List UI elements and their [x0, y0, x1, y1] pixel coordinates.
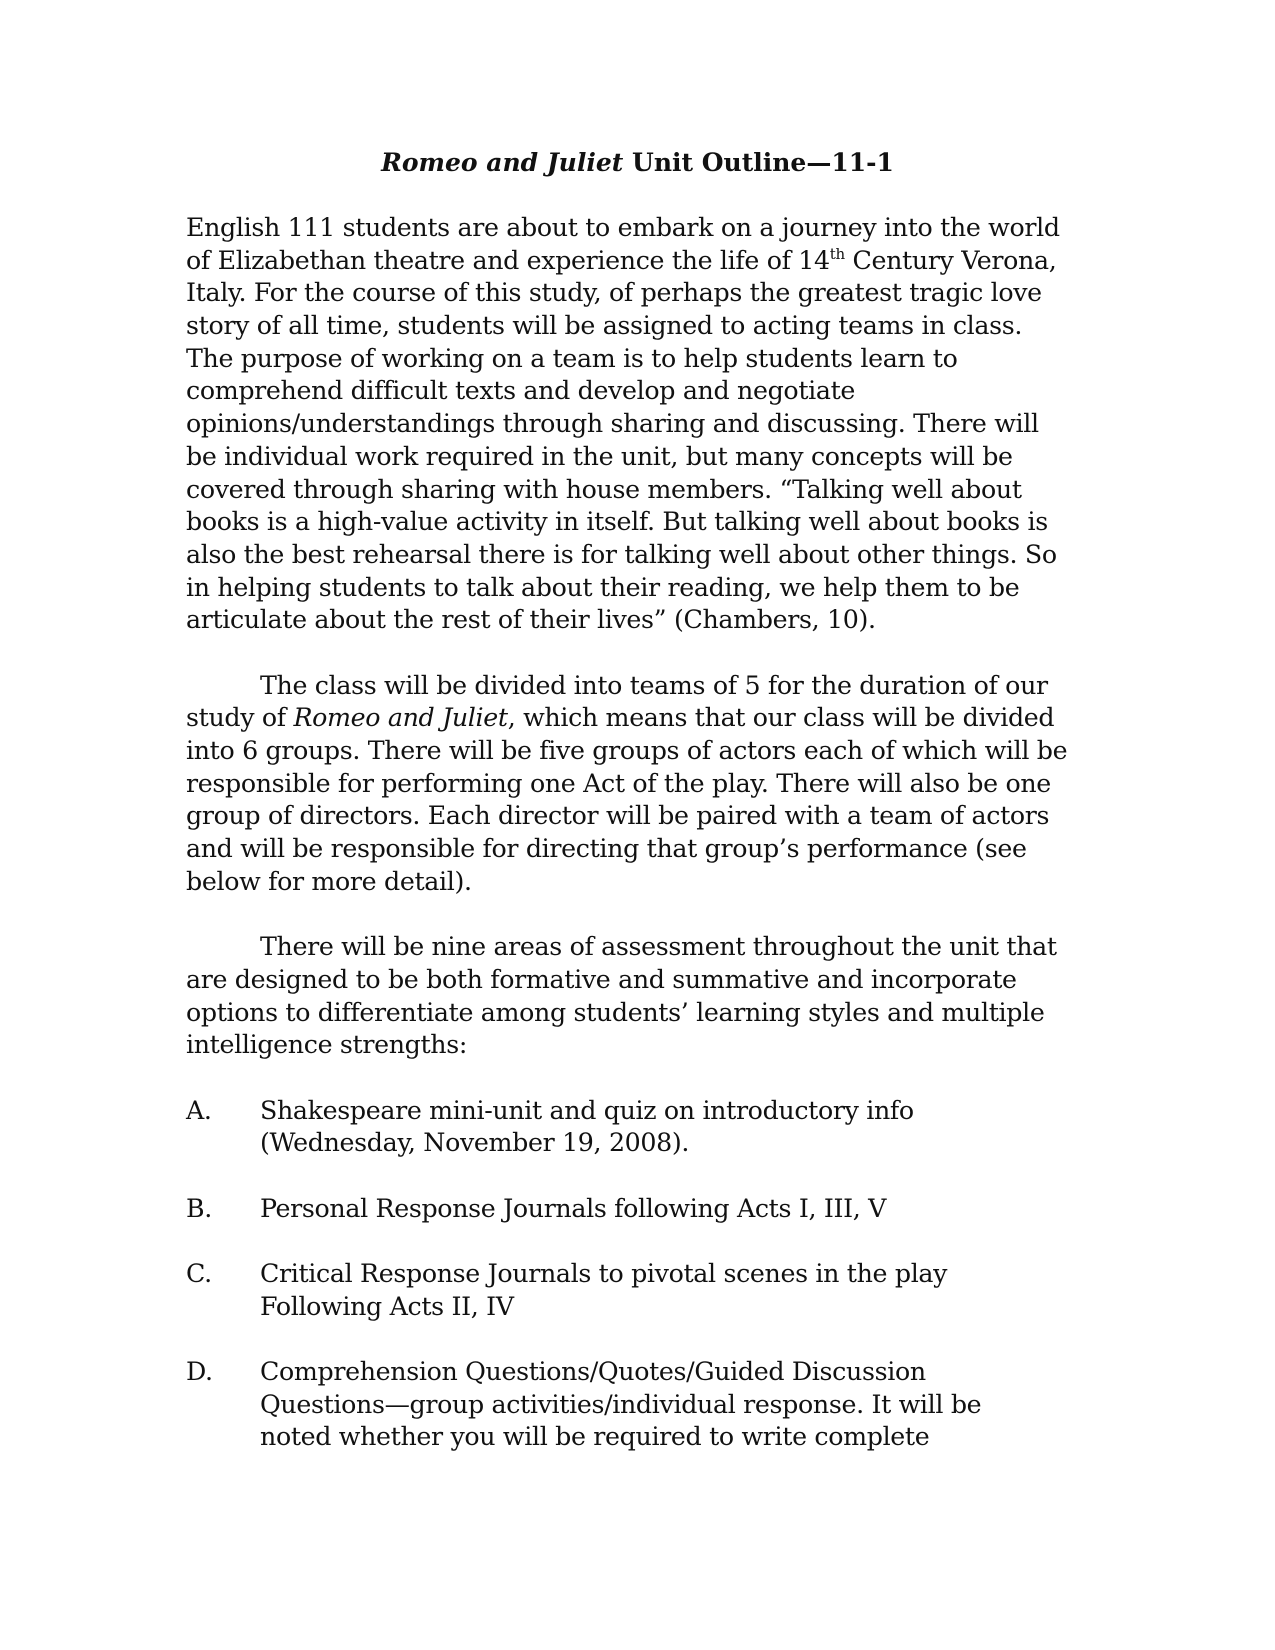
list-item-b	[186, 1193, 1086, 1226]
paragraph-line: responsible for performing one Act of the play. There will also be one	[186, 768, 1051, 798]
paragraph-line: English 111 students are about to embark on a journey into the world	[186, 213, 1060, 242]
list-item-text	[186, 1095, 1086, 1160]
paragraph-assessment	[186, 931, 1086, 1062]
paragraph-line: books is a high-value activity in itself. But talking well about books is	[186, 507, 1048, 537]
paragraph-gap	[186, 898, 1086, 931]
title-rest: Unit Outline—11-1	[623, 148, 894, 177]
paragraph-intro	[186, 212, 1086, 637]
paragraph-line	[186, 245, 1086, 278]
paragraph-line: in helping students to talk about their reading, we help them to be	[186, 572, 1020, 602]
list-gap	[186, 1323, 1086, 1356]
list-line: Shakespeare mini-unit and quiz on introductory info	[260, 1095, 914, 1125]
paragraph-line: story of all time, students will be assigned to acting teams in class.	[186, 311, 1023, 341]
list-line: Comprehension Questions/Quotes/Guided Discussion	[260, 1357, 926, 1387]
paragraph-line: and will be responsible for directing that group’s performance (see	[186, 834, 1027, 864]
list-line: (Wednesday, November 19, 2008).	[260, 1128, 690, 1158]
list-item-text	[186, 1193, 1086, 1226]
paragraph-line: articulate about the rest of their lives” (Chambers, 10).	[186, 605, 876, 635]
paragraph-line: The class will be divided into teams of 5 for the duration of our	[260, 670, 1048, 700]
paragraph-line: opinions/understandings through sharing and discussing. There will	[186, 409, 1039, 439]
list-item-d	[186, 1356, 1086, 1454]
list-line: Questions—group activities/individual response. It will be	[260, 1389, 982, 1419]
list-line: noted whether you will be required to write complete	[260, 1422, 930, 1452]
superscript-th: th	[829, 244, 845, 263]
paragraph-line: intelligence strengths:	[186, 1030, 468, 1060]
list-item-a	[186, 1095, 1086, 1160]
title-italic-part: Romeo and Juliet	[381, 148, 624, 177]
page-title	[0, 145, 1275, 181]
paragraph-gap	[186, 1062, 1086, 1095]
line-text: of Elizabethan theatre and experience the life of 14	[186, 245, 830, 275]
line-text: study of	[186, 703, 294, 733]
paragraph-line: are designed to be both formative and summative and incorporate	[186, 964, 1017, 994]
paragraph-line: group of directors. Each director will be paired with a team of actors	[186, 801, 1050, 831]
line-text: , which means that our class will be divided	[507, 703, 1055, 733]
paragraph-line: covered through sharing with house members. “Talking well about	[186, 474, 1022, 504]
list-letter: B.	[186, 1193, 212, 1223]
list-line: Critical Response Journals to pivotal scenes in the play	[260, 1259, 948, 1288]
paragraph-line	[186, 702, 1086, 735]
paragraph-line: comprehend difficult texts and develop and negotiate	[186, 376, 856, 406]
document-body	[186, 212, 1086, 1454]
paragraph-teams	[186, 670, 1086, 899]
line-text: Century Verona,	[844, 245, 1057, 275]
list-item-text	[186, 1356, 1086, 1454]
list-gap	[186, 1225, 1086, 1258]
list-gap	[186, 1160, 1086, 1193]
list-letter: A.	[186, 1095, 212, 1125]
list-item-text	[186, 1258, 1086, 1323]
play-title-italic: Romeo and Juliet	[293, 703, 508, 733]
paragraph-line: be individual work required in the unit, but many concepts will be	[186, 441, 1013, 471]
paragraph-line: There will be nine areas of assessment throughout the unit that	[260, 932, 1057, 962]
paragraph-line: options to differentiate among students’ learning styles and multiple	[186, 997, 1045, 1027]
paragraph-line: also the best rehearsal there is for talking well about other things. So	[186, 539, 1057, 569]
list-item-c	[186, 1258, 1086, 1323]
paragraph-line: into 6 groups. There will be five groups of actors each of which will be	[186, 736, 1068, 765]
paragraph-line: below for more detail).	[186, 866, 472, 896]
paragraph-line: The purpose of working on a team is to help students learn to	[186, 343, 958, 373]
list-letter: D.	[186, 1357, 213, 1387]
paragraph-line: Italy. For the course of this study, of perhaps the greatest tragic love	[186, 278, 1042, 308]
list-letter: C.	[186, 1259, 212, 1288]
list-line: Following Acts II, IV	[260, 1291, 514, 1321]
list-line: Personal Response Journals following Acts I, III, V	[260, 1193, 887, 1223]
paragraph-gap	[186, 637, 1086, 670]
